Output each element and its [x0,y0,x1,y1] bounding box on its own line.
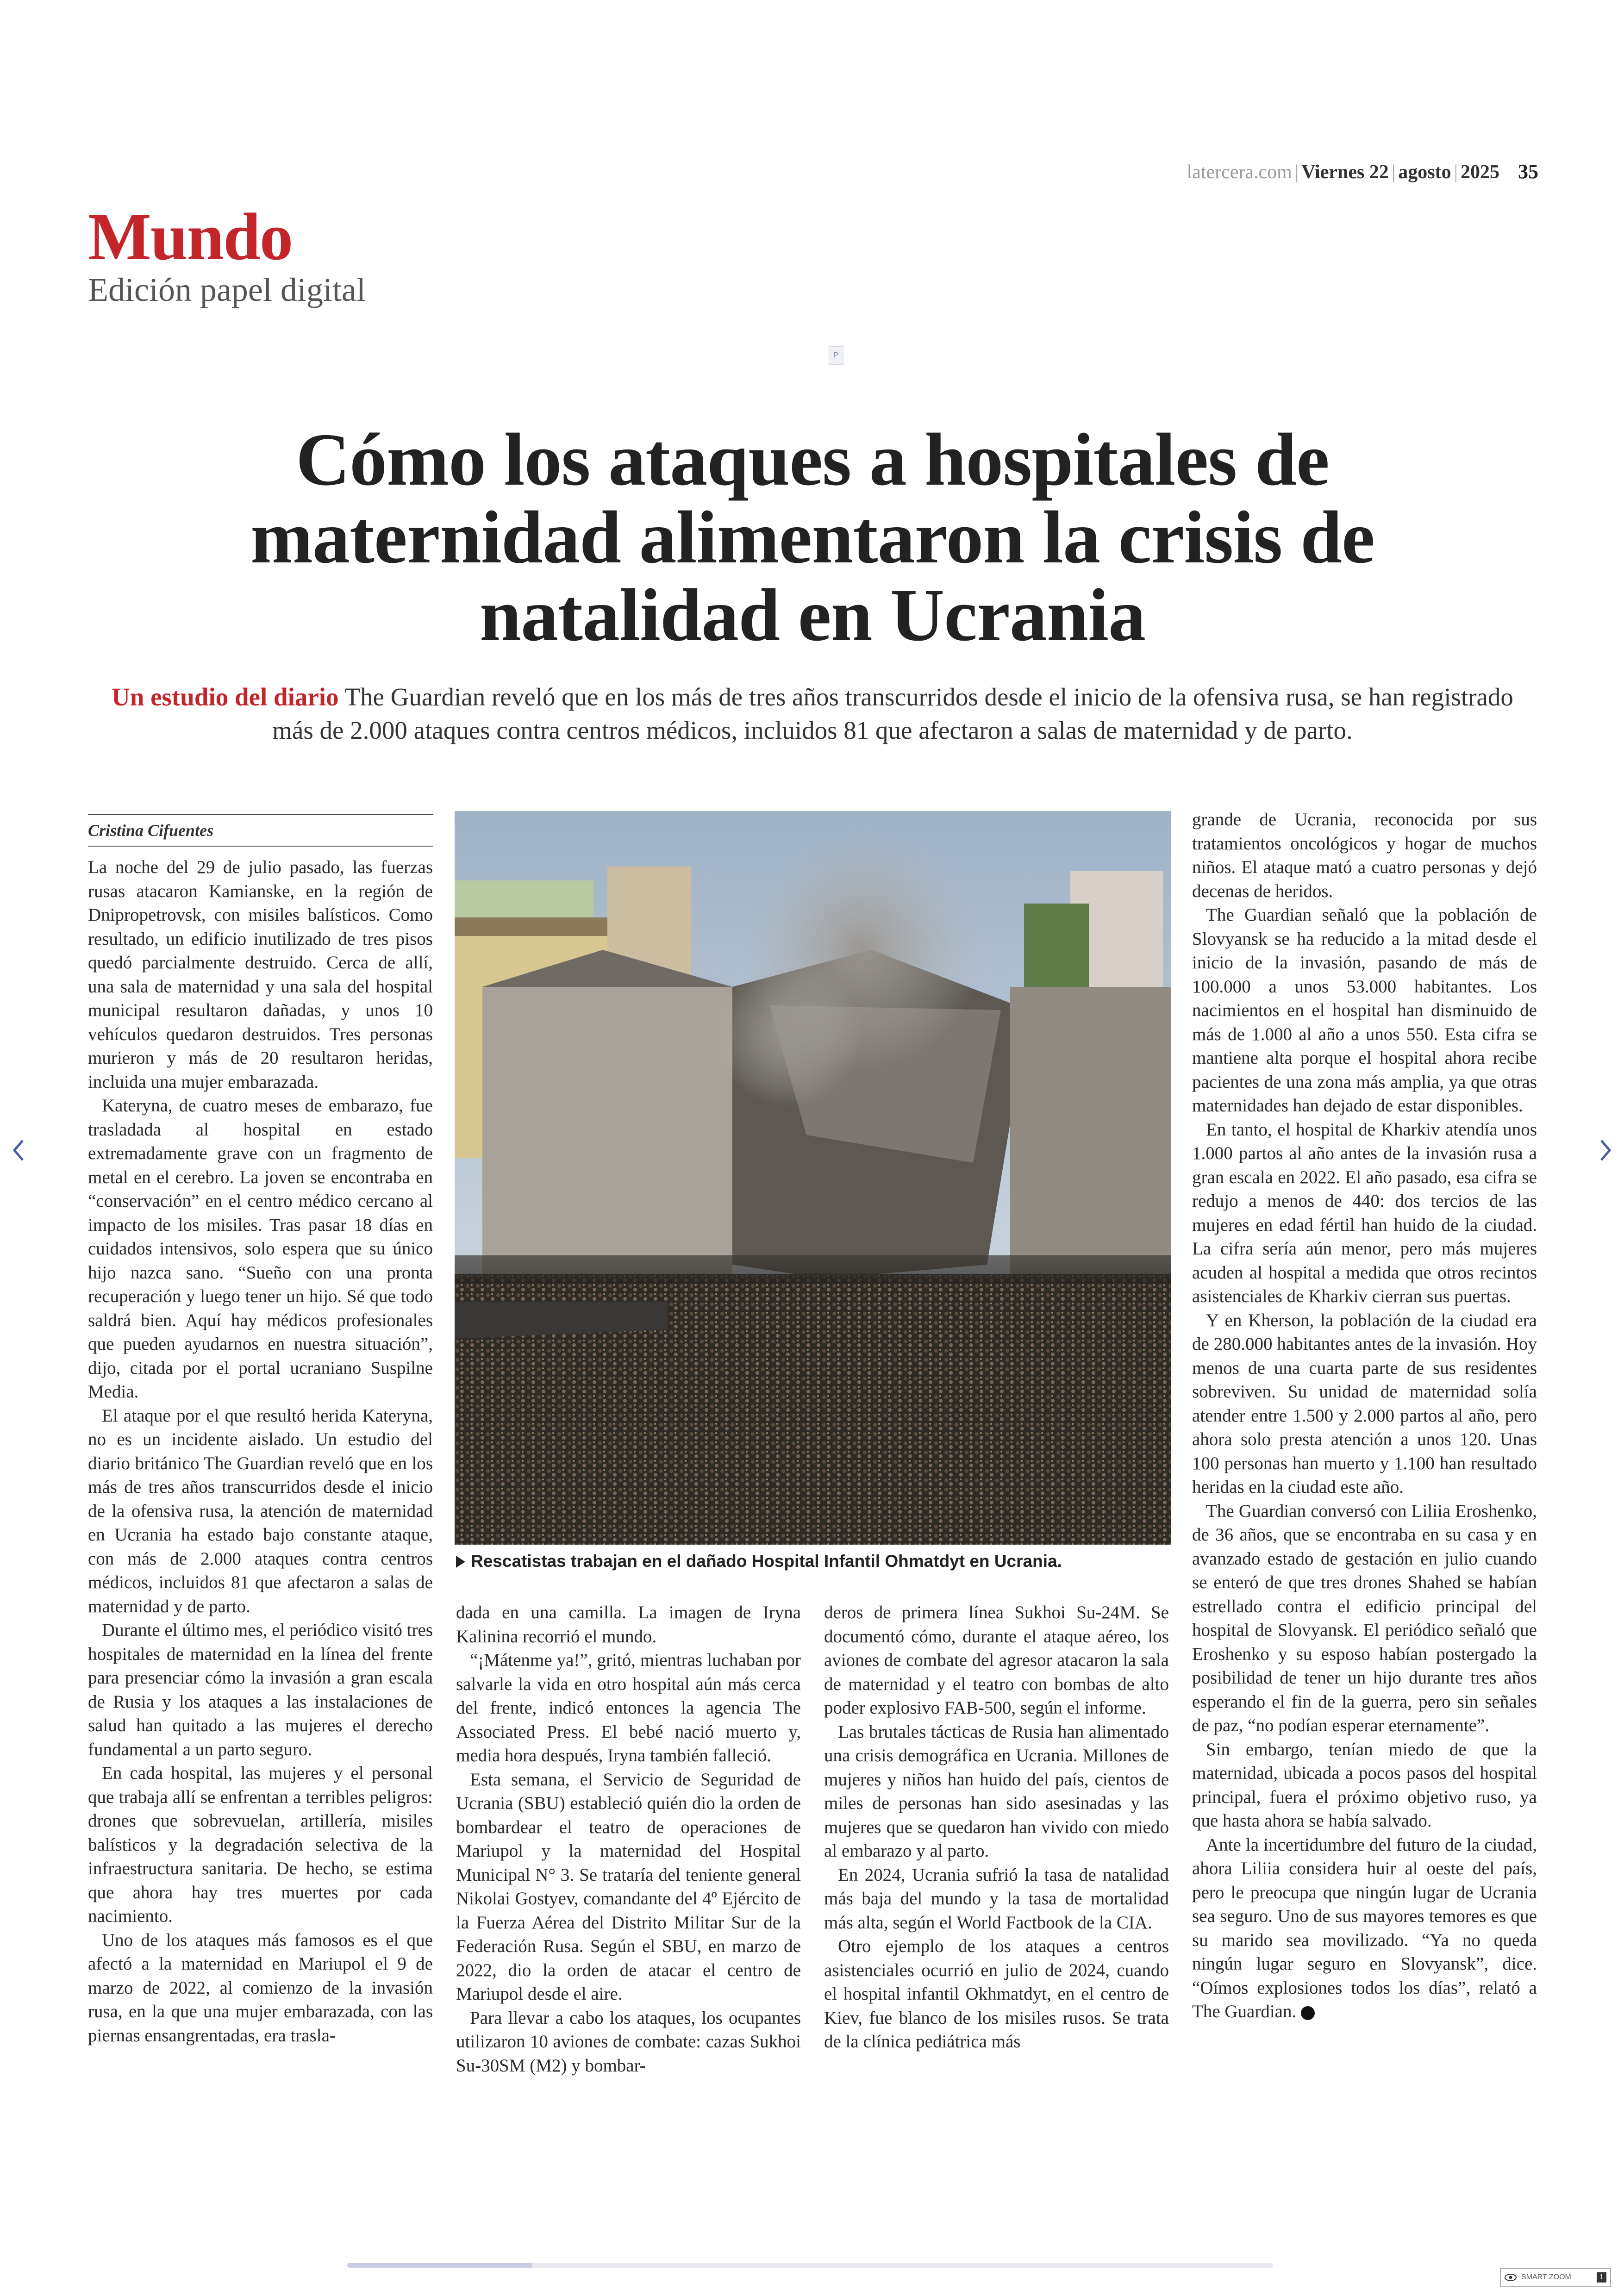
paragraph: Y en Kherson, la población de la ciudad era de 280.000 habitantes antes de la invasión. Hoy menos de una cuarta parte de sus residentes sobreviven. Su unidad de maternidad solía atender entre 1.500 y 2.000 partos al año, pero ahora solo presta atención a unos 120. Unas 100 personas han muerto y 1.100 han resultado heridas en la ciudad este año. [1192,1310,1537,1497]
paragraph: Sin embargo, tenían miedo de que la maternidad, ubicada a pocos pasos del hospital principal, fuera el próximo objetivo ruso, ya que hasta ahora se había salvado. [1192,1739,1537,1831]
photo-caption [456,1552,1171,1571]
paragraph: deros de primera línea Sukhoi Su-24M. Se documentó cómo, durante el ataque aéreo, los aviones de combate del agresor atacaron la sala de maternidad y el teatro con bombas de alto poder explosivo FAB-500, según el informe. [824,1603,1169,1718]
paragraph: grande de Ucrania, reconocida por sus tratamientos oncológicos y hogar de muchos niños. El ataque mató a cuatro personas y dejó decenas de heridos. [1192,810,1537,901]
smart-zoom-button[interactable] [1500,2268,1611,2287]
page-folio: latercera.com | Viernes 22 | agosto | 2025 35 [1187,160,1538,183]
article-photo [455,811,1171,1545]
article-column-4 [1192,808,1537,2024]
reading-progress-fill [347,2263,532,2268]
reading-progress-bar[interactable] [347,2263,1273,2268]
end-mark-icon [1301,2006,1315,2020]
section-title: Mundo [88,200,293,274]
chevron-right-icon [1599,1139,1612,1162]
paragraph: En cada hospital, las mujeres y el personal que trabaja allí se enfrentan a terribles peligros: drones que sobrevuelan, artillería, misiles balísticos y la degradación selectiva de la infraestructura sanitaria. De hecho, se estima que ahora hay tres muertes por cada nacimiento. [88,1763,433,1926]
paragraph: dada en una camilla. La imagen de Iryna Kalinina recorrió el mundo. [456,1603,801,1646]
page-number: 35 [1518,160,1538,183]
next-page-button[interactable] [1592,1129,1619,1171]
paragraph: “¡Mátenme ya!”, gritó, mientras luchaban por salvarle la vida en otro hospital aún más cerca del frente, indicó entonces la agencia The Associated Press. El bebé nació muerto y, media hora después, Iryna también falleció. [456,1650,801,1765]
page-indicator: 1 [1597,2272,1606,2283]
article-headline: Cómo los ataques a hospitales de maternidad alimentaron la crisis de natalidad en Ucrania [250,418,1374,657]
eye-icon [1505,2274,1517,2281]
issue-year: 2025 [1461,162,1499,183]
paragraph: Para llevar a cabo los ataques, los ocupantes utilizaron 10 aviones de combate: cazas Sukhoi Su-30SM (M2) y bombar- [456,2008,801,2076]
photo-caption-text: Rescatistas trabajan en el dañado Hospital Infantil Ohmatdyt en Ucrania. [471,1552,1062,1571]
caption-arrow-icon [456,1556,465,1568]
byline: Cristina Cifuentes [88,814,433,847]
dek-lead: Un estudio del diario [112,683,339,711]
paragraph: Otro ejemplo de los ataques a centros asistenciales ocurrió en julio de 2024, cuando el hospital infantil Okhmatdyt, en el centro de Kiev, fue blanco de los misiles rusos. Se trata de la clínica pediátrica más [824,1936,1169,2052]
paragraph: Kateryna, de cuatro meses de embarazo, fue trasladada al hospital en estado extremadamente grave con un fragmento de metal en el cerebro. La joven se encontraba en “conservación” en el centro médico cercano al impacto de los misiles. Tras pasar 18 días en cuidados intensivos, solo espera que su único hijo nazca sano. “Sueño con una pronta recuperación y luego tener un hijo. Sé que todo saldrá bien. Aquí hay médicos profesionales que pueden ayudarnos en nuestra situación”, dijo, citada por el portal ucraniano Suspilne Media. [88,1096,433,1402]
article-column-3 [824,1601,1169,2054]
paragraph: Uno de los ataques más famosos es el que afectó a la maternidad en Mariupol el 9 de marzo de 2022, al comienzo de la invasión rusa, en la que una mujer embarazada, con las piernas ensangrentadas, era trasla- [88,1930,433,2046]
issue-month: agosto [1398,162,1451,183]
paragraph: Las brutales tácticas de Rusia han alimentado una crisis demográfica en Ucrania. Millones de mujeres y niños han huido del país, cientos de miles de personas han sido asesinadas y las mujeres que se quedaron han vivido con miedo al embarazo y al parto. [824,1721,1169,1861]
smart-zoom-label: SMART ZOOM [1521,2273,1571,2281]
paragraph: The Guardian señaló que la población de Slovyansk se ha reducido a la mitad desde el inicio de la invasión, pasando de más de 100.000 a unos 53.000 habitantes. Los nacimientos en el hospital han disminuido de más de 1.000 al año a unos 550. Esta cifra se mantiene alta porque el hospital ahora recibe pacientes de una zona más amplia, ya que otras maternidades han dejado de estar disponibles. [1192,905,1537,1116]
site-name: latercera.com [1187,162,1292,183]
dek-body: The Guardian reveló que en los más de tres años transcurridos desde el inicio de la ofensiva rusa, se han registrado más de 2.000 ataques contra centros médicos, incluidos 81 que afectaron a salas de maternidad y de parto. [272,683,1513,744]
prev-page-button[interactable] [5,1129,32,1171]
article-column-1 [88,855,433,2047]
paragraph: El ataque por el que resultó herida Kateryna, no es un incidente aislado. Un estudio del diario británico The Guardian reveló que en los más de tres años transcurridos desde el inicio de la ofensiva rusa, la atención de maternidad en Ucrania ha estado bajo constante ataque, con más de 2.000 ataques contra centros médicos, incluidos 81 que afectaron a salas de maternidad y de parto. [88,1405,433,1616]
paragraph: The Guardian conversó con Liliia Eroshenko, de 36 años, que se encontraba en su casa y en avanzado estado de gestación en julio cuando se enteró de que tres drones Shahed se habían estrellado contra el edificio principal del hospital de Slovyansk. El periódico señaló que Eroshenko y su esposo habían postergado la posibilidad de tener un hijo durante tres años esperando el fin de la guerra, pero sin señales de paz, “no podían esperar eternamente”. [1192,1501,1537,1735]
page-marker-icon[interactable]: P [829,346,843,365]
paragraph: La noche del 29 de julio pasado, las fuerzas rusas atacaron Kamianske, en la región de Dnipropetrovsk, con misiles balísticos. Como resultado, un edificio inutilizado de tres pisos quedó parcialmente destruido. Cerca de allí, una sala de maternidad y una sala del hospital municipal resultaron dañadas, y unos 10 vehículos quedaron destruidos. Tres personas murieron y más de 20 resultaron heridas, incluida una mujer embarazada. [88,857,433,1092]
paragraph: Esta semana, el Servicio de Seguridad de Ucrania (SBU) estableció quién dio la orden de bombardear el teatro de operaciones de Mariupol y la maternidad del Hospital Municipal N° 3. Se trataría del teniente general Nikolai Gostyev, comandante del 4º Ejército de la Fuerza Aérea del Distrito Militar Sur de la Federación Rusa. Según el SBU, en marzo de 2022, dio la orden de atacar el centro de Mariupol desde el aire. [456,1769,801,2004]
article-column-2 [456,1601,801,2077]
paragraph: En tanto, el hospital de Kharkiv atendía unos 1.000 partos al año antes de la invasión rusa a gran escala en 2022. El año pasado, esa cifra se redujo a menos de 440: dos tercios de las mujeres en edad fértil han huido de la ciudad. La cifra sería aún menor, pero más mujeres acuden al hospital a medida que otros recintos asistenciales de Kharkiv cierran sus puertas. [1192,1119,1537,1306]
article-dek [88,680,1537,747]
paragraph: En 2024, Ucrania sufrió la tasa de natalidad más baja del mundo y la tasa de mortalidad más alta, según el World Factbook de la CIA. [824,1865,1169,1933]
chevron-left-icon [12,1139,25,1162]
issue-day: Viernes 22 [1301,162,1389,183]
paragraph [1192,1833,1537,2024]
paragraph: Durante el último mes, el periódico visitó tres hospitales de maternidad en la línea del frente para presenciar cómo la invasión a gran escala de Rusia y los ataques a las instalaciones de salud han quitado a las mujeres el derecho fundamental a un parto seguro. [88,1620,433,1759]
paragraph-text: Ante la incertidumbre del futuro de la ciudad, ahora Liliia considera huir al oeste del país, pero le preocupa que ningún lugar de Ucrania sea seguro. Uno de sus mayores temores es que su marido sea movilizado. “Ya no queda ningún lugar seguro en Slovyansk”, dice. “Oímos explosiones todos los días”, relató a The Guardian. [1192,1834,1537,2021]
section-subtitle: Edición papel digital [88,271,366,308]
